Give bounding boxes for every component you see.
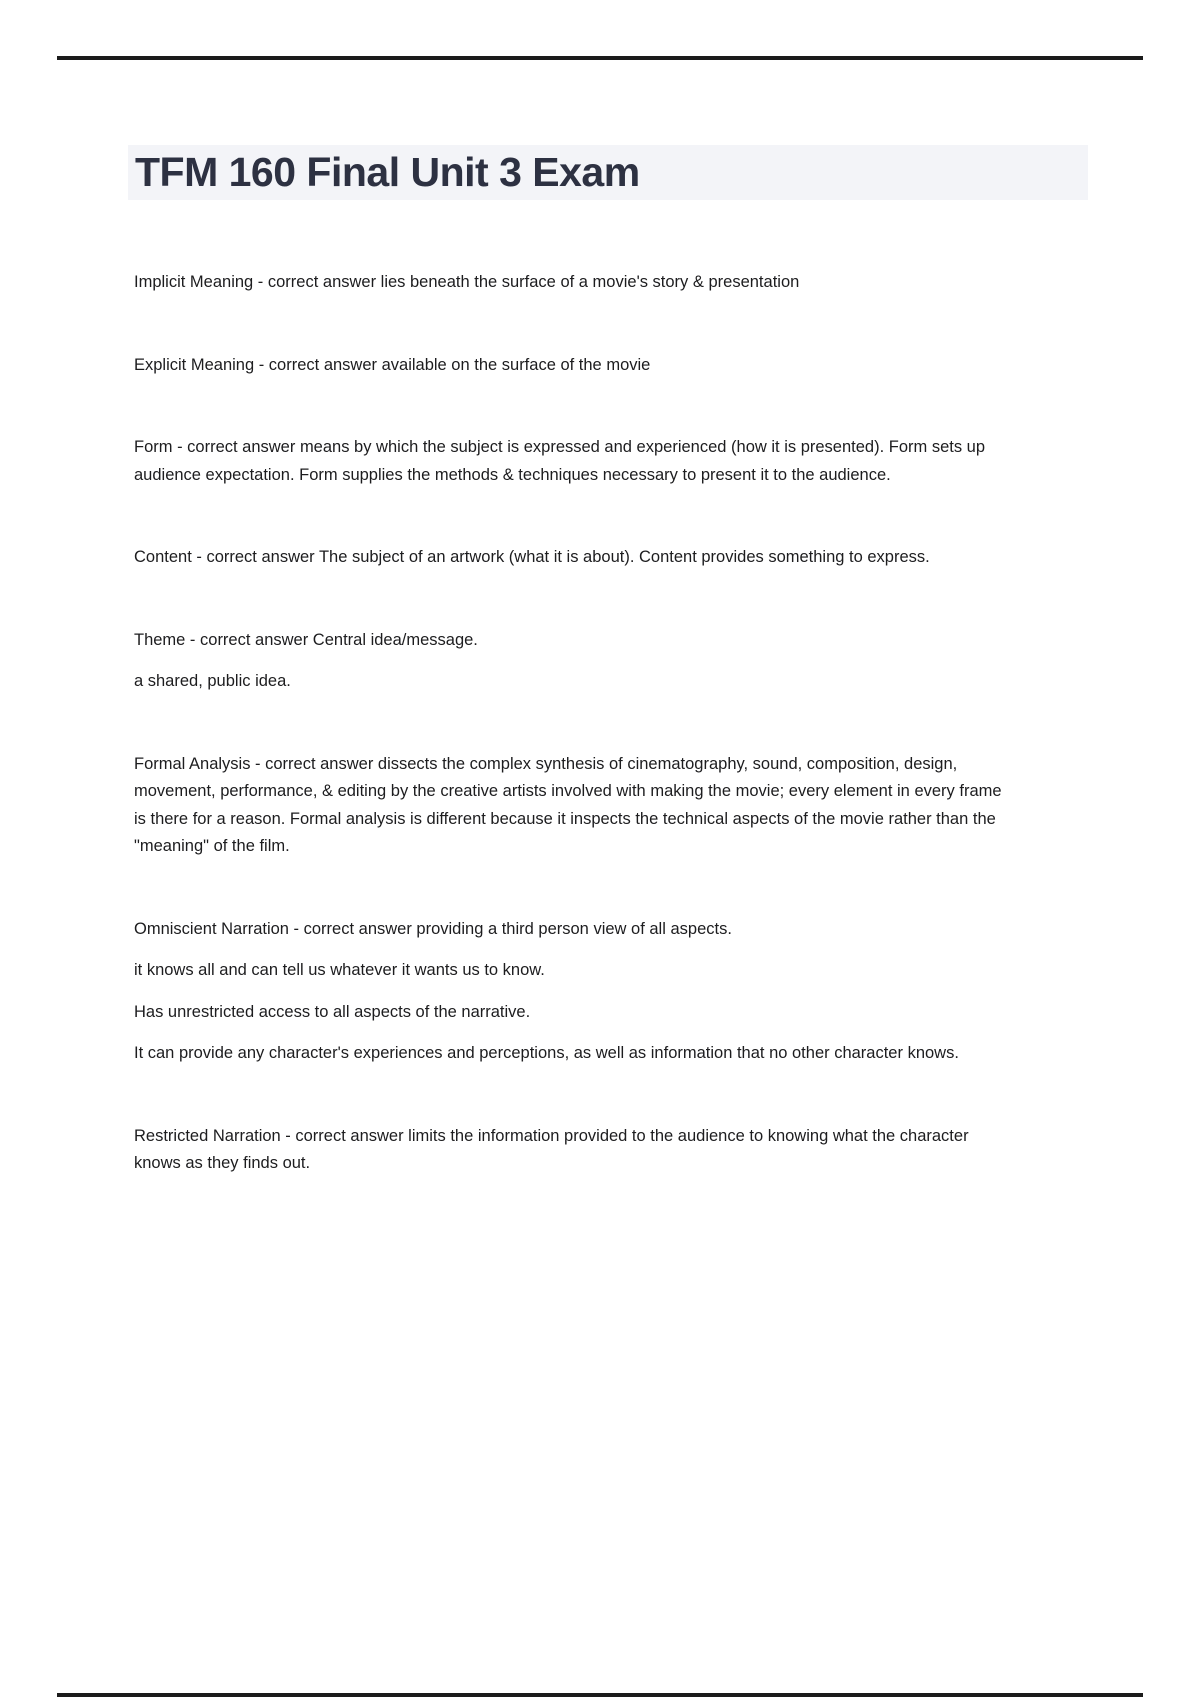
qa-block-omniscient-narration (134, 916, 1002, 1068)
qa-paragraph: Has unrestricted access to all aspects of the narrative. (134, 1002, 531, 1021)
qa-block-formal-analysis (134, 751, 1002, 861)
document-body (134, 269, 1002, 1233)
qa-paragraph: Omniscient Narration - correct answer providing a third person view of all aspects. (134, 919, 732, 938)
qa-paragraph: Content - correct answer The subject of an artwork (what it is about). Content provides something to express. (134, 548, 930, 566)
title-bar (128, 145, 1088, 200)
qa-block-explicit-meaning (134, 352, 1002, 380)
qa-paragraph: a shared, public idea. (134, 672, 291, 690)
qa-paragraph: Formal Analysis - correct answer dissects the complex synthesis of cinematography, sound, composition, design, movement, performance, & editing by the creative artists involved with making the movie; every element in every frame is there for a reason. Formal analysis is different because it inspects the technical aspects of the movie rather than the "meaning" of the film. (134, 754, 1002, 855)
qa-block-theme (134, 627, 1002, 696)
qa-paragraph: Form - correct answer means by which the subject is expressed and experienced (how it is presented). Form sets up audience expectation. Form supplies the methods & techniques necessary to present it to the audience. (134, 438, 986, 484)
qa-paragraph: It can provide any character's experiences and perceptions, as well as information that no other character knows. (134, 1044, 959, 1062)
qa-paragraph: Explicit Meaning - correct answer available on the surface of the movie (134, 355, 651, 374)
qa-paragraph: Restricted Narration - correct answer limits the information provided to the audience to knowing what the character knows as they finds out. (134, 1126, 969, 1172)
qa-paragraph: Implicit Meaning - correct answer lies beneath the surface of a movie's story & presentation (134, 273, 800, 291)
qa-block-form (134, 434, 1002, 489)
qa-block-content (134, 544, 1002, 572)
bottom-divider (57, 1693, 1143, 1697)
page-title: TFM 160 Final Unit 3 Exam (135, 149, 640, 195)
top-divider (57, 56, 1143, 60)
qa-block-restricted-narration (134, 1123, 1002, 1178)
qa-block-implicit-meaning (134, 269, 1002, 297)
qa-paragraph: it knows all and can tell us whatever it wants us to know. (134, 961, 545, 979)
qa-paragraph: Theme - correct answer Central idea/message. (134, 630, 478, 649)
